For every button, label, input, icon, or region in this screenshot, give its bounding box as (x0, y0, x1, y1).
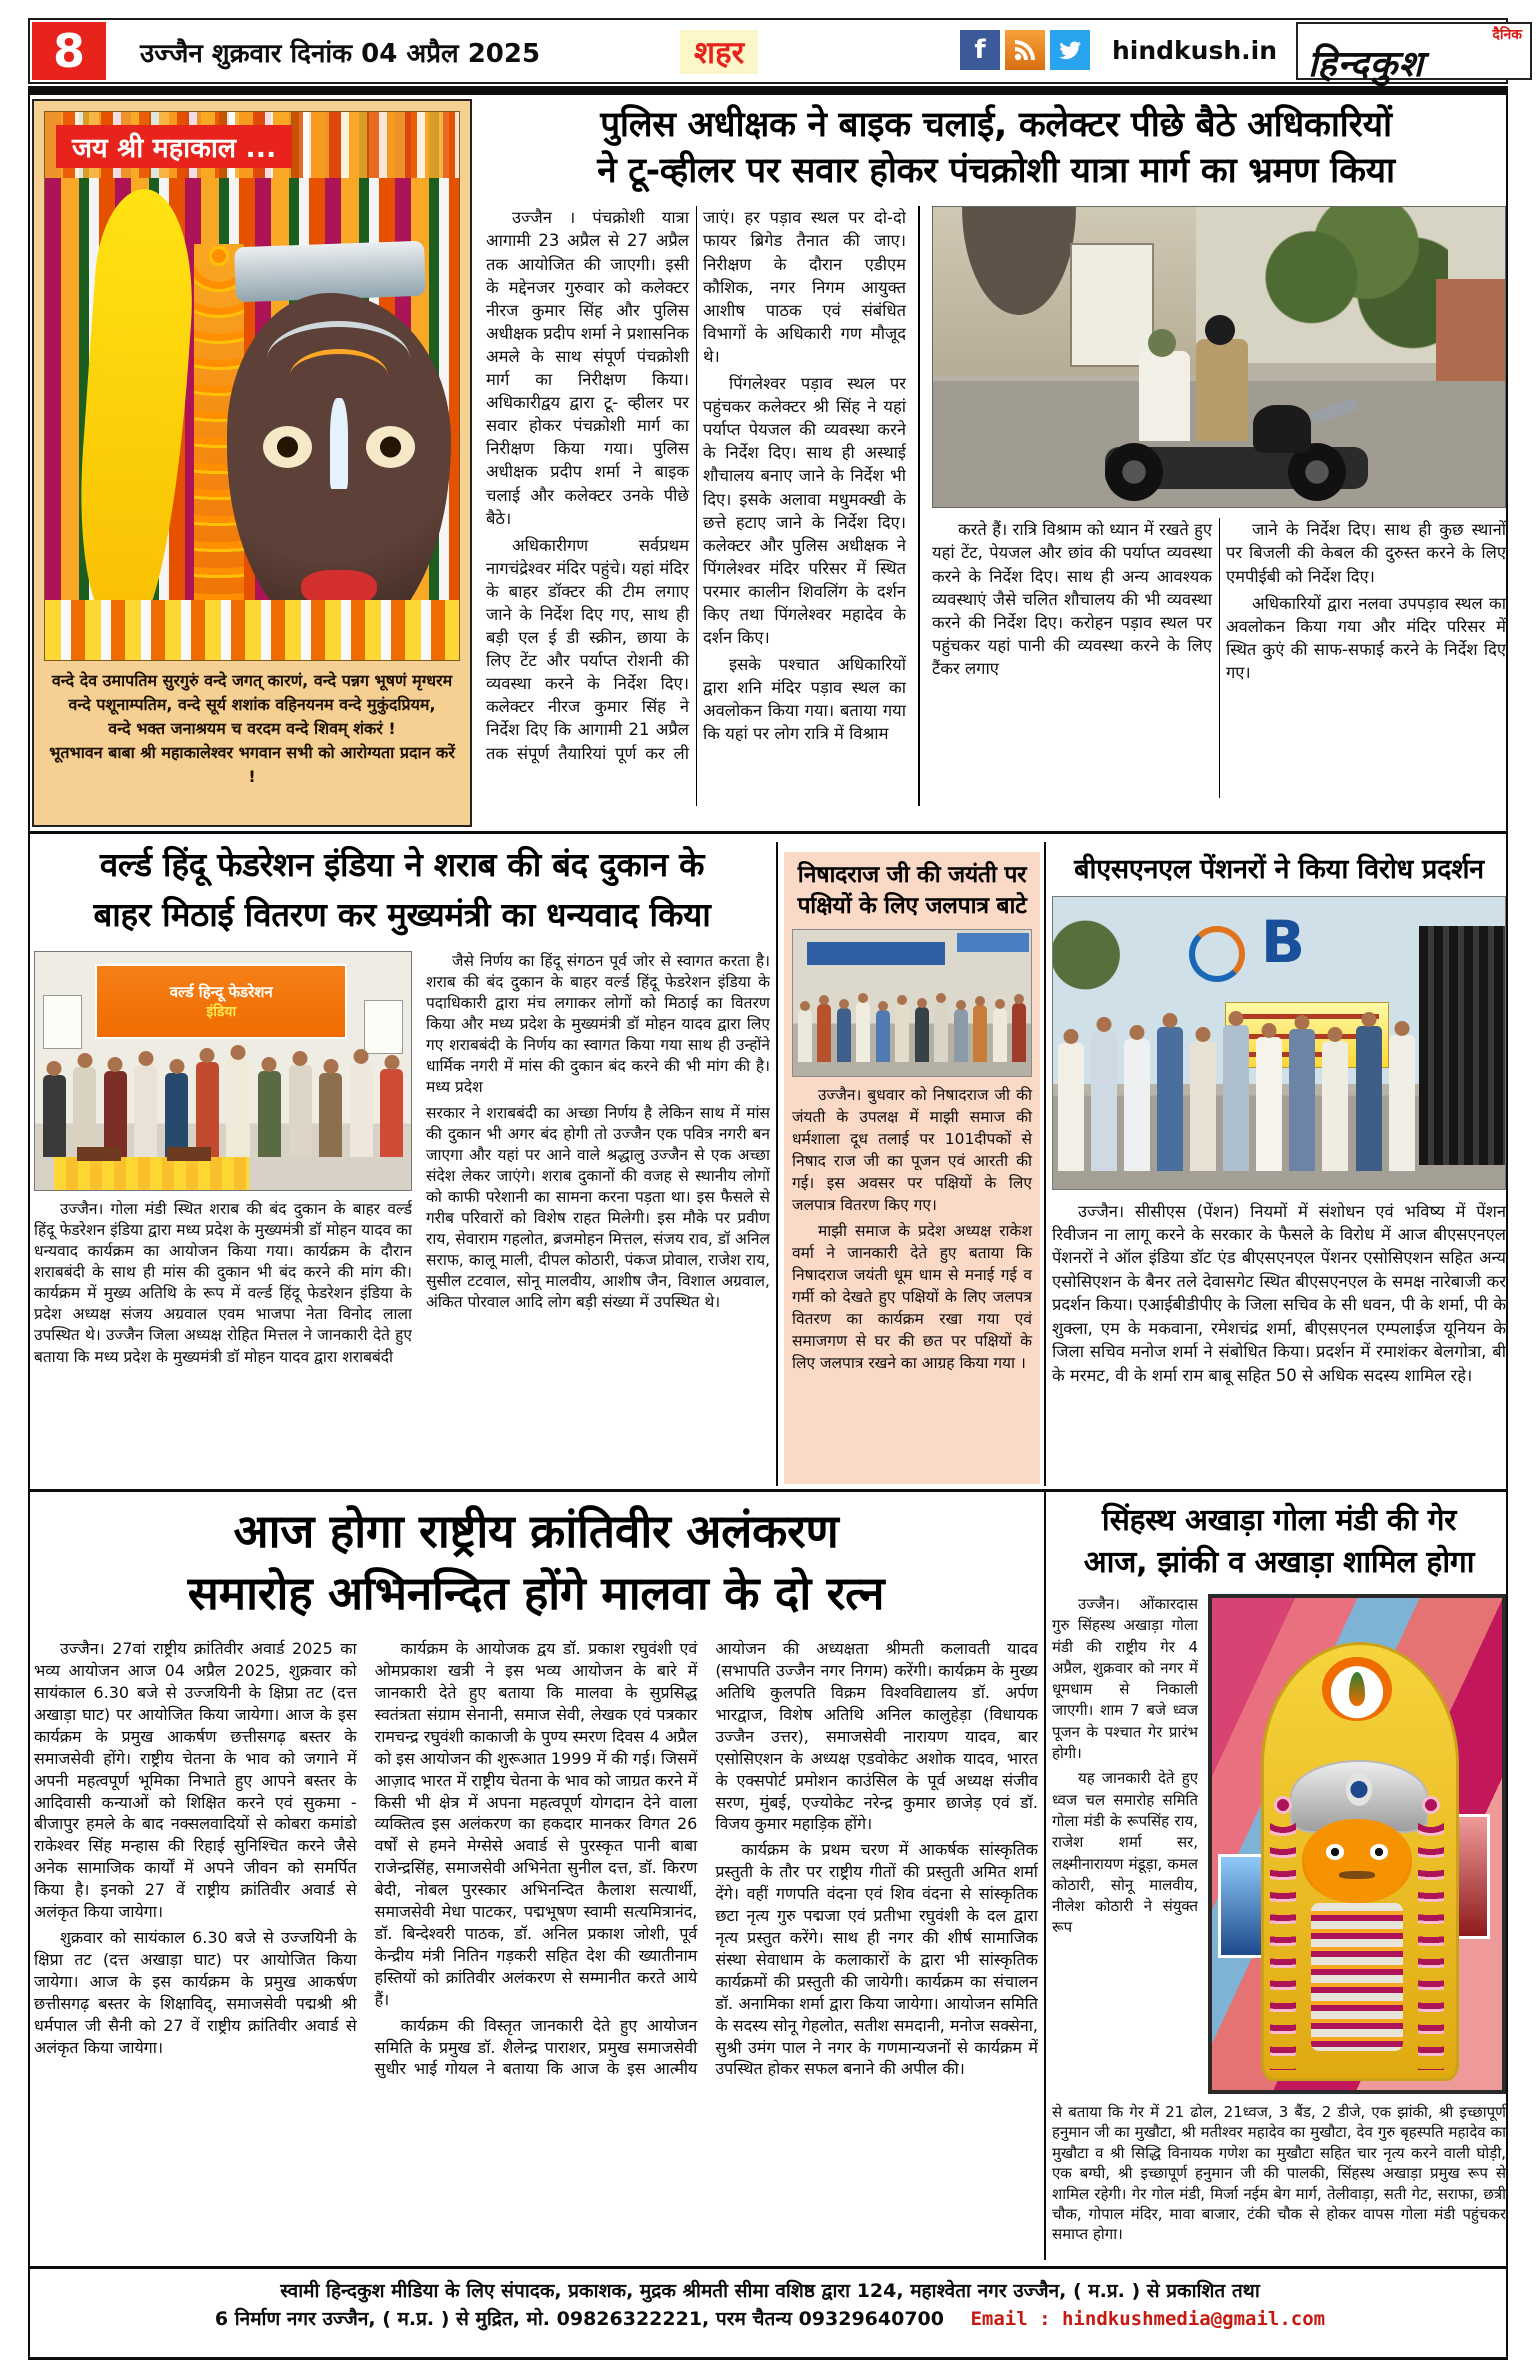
article-headline: समारोह अभिनन्दित होंगे मालवा के दो रत्न (187, 1566, 885, 1621)
article-paragraph: जैसे निर्णय का हिंदू संगठन पूर्व जोर से स्वागत करता है। शराब की बंद दुकान के बाहर वर्ल्ड हिंदू फेडरेशन इंडिया के पदाधिकारी द्वारा मंच लगाकर लोगों को मिठाई का वितरण किया और मध्य प्रदेश के मुख्यमंत्री डॉ मोहन यादव द्वारा लिए गए शराबबंदी के निर्णय का स्वागत किया गया साथ ही उन्होंने धार्मिक नगरी में मांस की दुकान बंद करने की भी मांग की है। मध्य प्रदेश (426, 952, 770, 1097)
nose-tilak (330, 398, 348, 489)
flower-dress (1311, 1903, 1404, 2051)
hanuman-photo (1208, 1594, 1506, 2094)
section-divider (28, 831, 1508, 834)
article-paragraph: इसके पश्चात अधिकारियों द्वारा शनि मंदिर पड़ाव स्थल का अवलोकन किया गया। बताया गया कि यहां पर लोग रात्रि में विश्राम (703, 655, 906, 744)
article-headline: आज होगा राष्ट्रीय क्रांतिवीर अलंकरण (233, 1504, 839, 1558)
masthead-rule (28, 86, 1508, 95)
article-paragraph: उज्जैन। 27वां राष्ट्रीय क्रांतिवीर अवार्ड 2025 का भव्य आयोजन आज 04 अप्रैल 2025, शुक्रवार को सायंकाल 6.30 बजे से उज्जयिनी के क्षिप्रा तट (दत्त अखाड़ा घाट) पर आयोजित किया जायेगा। आज के इस कार्यक्रम के प्रमुख आकर्षण छत्तीसगढ़ बस्तर के समाजसेवी होंगे। राष्ट्रीय चेतना के भाव को जगाने में अपनी महत्वपूर्ण भूमिका निभाते हुए आपने बस्तर के आदिवासी कन्याओं को शिक्षित करने एवं सुकमा - बीजापुर हमले के बाद नक्सलवादियों से कोबरा कमांडो राकेश्वर सिंह मन्हास की रिहाई सुनिश्चित करने जैसे अनेक सामाजिक कार्यों में अपने जीवन को समर्पित किया है। इनको 27 वें राष्ट्रीय क्रांतिवीर अवार्ड से अलंकृत किया जायेगा। (34, 1639, 357, 1922)
bike-rear-wheel (1105, 443, 1163, 501)
rider-pillion (1139, 351, 1190, 441)
mahakal-caption-line: वन्दे देव उमापतिम सुरगुरुं वन्दे जगत् कारणं, वन्दे पन्नग भूषणं मृग्धरम (51, 671, 453, 690)
rss-icon (1005, 30, 1045, 70)
page-number-badge: 8 (32, 22, 106, 80)
blue-banner (957, 933, 1028, 952)
left-eye (1326, 1844, 1344, 1859)
flame-emblem (1322, 1657, 1392, 1721)
footer-publisher-line1: स्वामी हिन्दकुश मीडिया के लिए संपादक, प्रकाशक, मुद्रक श्रीमती सीमा वशिष्ठ द्वारा 124, महाश्वेता नगर उज्जैन, ( म.प्र. ) से प्रकाशित तथा (280, 2280, 1260, 2302)
facebook-icon: f (960, 30, 1000, 70)
article-paragraph: अधिकारियों द्वारा नलवा उपपड़ाव स्थल का अवलोकन किया गया और मंदिर परिसर में स्थित कुएं की साफ-सफाई करने के निर्देश दिए गए। (1226, 593, 1506, 682)
article-paragraph: करते हैं। रात्रि विश्राम को ध्यान में रखते हुए यहां टेंट, पेयजल और छांव की पर्याप्त व्यवस्था करने के निर्देश दिए। साथ ही अन्य आवश्यक व्यवस्थाएं जैसे चलित शौचालय की भी व्यवस्था करने की निर्देश दिए। करोहन पड़ाव स्थल पर पहुंचकर यहां पानी की व्यवस्था करने के लिए टैंकर लगाए (932, 520, 1212, 678)
article-paragraph: माझी समाज के प्रदेश अध्यक्ष राकेश वर्मा ने जानकारी देते हुए बताया कि निषादराज जयंती धूम धाम से मनाई गई व गर्मी को देखते हुए पक्षियों के लिए जलपत्र वितरण का कार्यक्रम रखा गया एवं समाजगण से घर की छत पर पक्षियों के लिए जलपात्र रखने का आग्रह किया गया । (792, 1222, 1032, 1373)
rider-driver (1196, 339, 1247, 441)
frame-right-rule (1506, 95, 1508, 2357)
imprint (34, 2278, 1506, 2333)
fuel-tank (1253, 405, 1310, 453)
right-eye (366, 426, 415, 468)
driver-helmet (1205, 315, 1235, 345)
gate-pillar (1070, 243, 1154, 367)
article-bsnl (1052, 852, 1506, 1486)
masthead-logo (1296, 22, 1532, 85)
article-paragraph: उज्जैन। ओंकारदास गुरु सिंहस्थ अखाड़ा गोला मंडी की राष्ट्रीय गेर 4 अप्रैल, शुक्रवार को नगर में धूमधाम से निकाली जाएगी। शाम 7 बजे ध्वज पूजन के पश्चात गेर प्रारंभ होगी। (1052, 1595, 1198, 1763)
article-paragraph: यह जानकारी देते हुए ध्वज चल समारोह समिति गोला मंडी के रूपसिंह राय, राजेश शर्मा सर, लक्ष्मीनारायण मंडूड़ा, कमल कोठारी, सोनू मालवीय, नीलेश कोठारी ने संयुक्त रूप (1052, 1769, 1198, 1937)
article-paragraph: सरकार ने शराबबंदी का अच्छा निर्णय है लेकिन साथ में मांस की दुकान भी अगर बंद होगी तो उज्जैन एक पवित्र नगरी बन जाएगा और यहां पर आने वाले श्रद्धालु उज्जैन से एक अच्छा संदेश लेकर जाएंगे। शराब दुकानों की वजह से स्थानीय लोगों को काफी परेशानी का सामना करना पड़ता था। इस फैसले से गरीब परिवारों को विशेष राहत मिलेगी। इस मौके पर प्रवीण राय, सेवाराम गहलोत, ब्रजमोहन मित्तल, संजय राव, डॉ अनिल सराफ, कालू माली, दीपल कोठारी, पंकज प्रोवाल, राजेश राय, सुसील टटवाल, सोनू मालवीय, आशीष जैन, विशाल अग्रवाल, अंकित पोरवाल आदि लोग बड़ी संख्या में उपस्थित थे। (426, 1103, 770, 1312)
article-headline: निषादराज जी की जयंती पर (797, 862, 1027, 888)
black-gate (1419, 926, 1505, 1165)
section-divider (28, 1489, 1508, 1492)
logo-title: हिन्दकुश (1308, 44, 1424, 85)
article-paragraph: उज्जैन । पंचक्रोशी यात्रा आगामी 23 अप्रैल से 27 अप्रैल तक आयोजित की जाएगी। इसी के मद्देनजर गुरुवार को कलेक्टर नीरज कुमार सिंह और पुलिस अधीक्षक प्रदीप शर्मा ने प्रशासनिक अमले के साथ संपूर्ण पंचक्रोशी मार्ग का निरीक्षण किया। अधिकारीद्वय द्वारा टू- व्हीलर पर सवार होकर पंचक्रोशी मार्ग का निरीक्षण किया गया। पुलिस अधीक्षक प्रदीप शर्मा ने बाइक चलाई और कलेक्टर उनके पीछे बैठे। (486, 208, 689, 528)
article-headline: ने टू-व्हीलर पर सवार होकर पंचक्रोशी यात्रा मार्ग का भ्रमण किया (597, 151, 1395, 192)
mahakal-caption-line: भूतभावन बाबा श्री महाकालेश्वर भगवान सभी को आरोग्यता प्रदान करें ! (49, 743, 455, 786)
article-headline: आज, झांकी व अखाड़ा शामिल होगा (1083, 1545, 1475, 1580)
article-paragraph: शुक्रवार को सायंकाल 6.30 बजे से उज्जयिनी के क्षिप्रा तट (दत्त अखाड़ा घाट) पर आयोजित किया जायेगा। आज के इस कार्यक्रम के प्रमुख आकर्षण छत्तीसगढ़ बस्तर के शिक्षाविद्, समाजसेवी पद्मश्री श्री धर्मपाल जी सैनी को 27 वें राष्ट्रीय क्रांतिवीर अवार्ड से अलंकृत किया जायेगा। (34, 1927, 357, 2057)
sweet-box (167, 1147, 211, 1161)
mahakal-card (32, 99, 472, 827)
article-kranteeveer (34, 1500, 1038, 2252)
bsnl-logo-swirl (1189, 926, 1245, 982)
article-paragraph: कार्यक्रम की विस्तृत जानकारी देते हुए आयोजन समिति के प्रमुख डॉ. शैलेन्द्र पाराशर, प्रमुख समाजसेवी सुधीर भाई गोयल ने बताया कि आज के इस आत्मीय आयोजन की अध्यक्षता श्रीमती कलावती यादव (सभापति उज्जैन नगर निगम) करेंगी। कार्यक्रम के मुख्य अतिथि कुलपति विक्रम विश्वविद्यालय डॉ. अर्पण भारद्वाज, विशेष अतिथि अनिल कालुहेड़ा (विधायक उज्जैन उत्तर), समाजसेवी नारायण यादव, बार एसोसिएशन के अध्यक्ष एडवोकेट अशोक यादव, भारत के एक्सपोर्ट प्रमोशन काउंसिल के पूर्व अध्यक्ष संजीव सरण, मुंबई, एज्योकेट नरेन्द्र कुमार छाजेड़ एवं डॉ. विजय कुमार महाड़िक होंगे। (374, 1639, 1038, 2079)
placard (43, 995, 83, 1049)
sweet-box (77, 1147, 121, 1161)
footer-email: Email : hindkushmedia@gmail.com (970, 2307, 1326, 2330)
sweet-table (54, 1157, 250, 1190)
bsnl-protest-photo (1052, 896, 1506, 1190)
twitter-icon (1050, 30, 1090, 70)
tilak-arc (290, 349, 388, 403)
jai-mahakal-label: जय श्री महाकाल ... (56, 125, 292, 168)
article-headline: बीएसएनएल पेंशनरों ने किया विरोध प्रदर्शन (1074, 854, 1484, 885)
footer-publisher-line2: 6 निर्माण नगर उज्जैन, ( म.प्र. ) से मुद्रित, मो. 09826322221, परम चैतन्य 09329640700 (214, 2307, 944, 2330)
article-federation (34, 840, 770, 1486)
bike-ride-photo (932, 206, 1506, 508)
banner-text: वर्ल्ड हिन्दू फेडरेशन (169, 983, 273, 1002)
mahakal-photo (44, 111, 460, 661)
masthead-section: शहर (680, 30, 758, 74)
article-headline: सिंहस्थ अखाड़ा गोला मंडी की गेर (1101, 1503, 1457, 1538)
hanuman-face (1302, 1819, 1412, 1903)
article-panchkroshi (486, 102, 1506, 828)
tree (1053, 897, 1134, 1014)
article-headline: पुलिस अधीक्षक ने बाइक चलाई, कलेक्टर पीछे बैठे अधिकारियों (600, 105, 1392, 145)
right-eye (1370, 1844, 1388, 1859)
trees (1253, 207, 1447, 363)
federation-banner (95, 964, 347, 1039)
article-paragraph: अधिकारीगण सर्वप्रथम नागचंद्रेश्वर मंदिर पहुंचे। यहां मंदिर के बाहर डॉक्टर की टीम लगाए जाने के निर्देश दिए गए, साथ ही बड़ी एल ई डी स्क्रीन, छाया के लिए टेंट और पर्याप्त रोशनी की व्यवस्था करने के निर्देश दिए। कलेक्टर नीरज कुमार सिंह ने निर्देश दिए कि आगामी 21 अप्रैल तक संपूर्ण तैयारियां पूर्ण कर ली जाएं। हर पड़ाव स्थल पर दो-दो फायर ब्रिगेड तैनात की जाए। निरीक्षण के दौरान एडीएम कौशिक, नगर निगम आयुक्त आशीष पाठक एवं संबंधित विभागों के अधिकारी गण मौजूद थे। (486, 208, 906, 763)
mustache (1339, 1871, 1374, 1879)
masthead (28, 18, 1522, 85)
article-paragraph: कार्यक्रम के आयोजक द्वय डॉ. प्रकाश रघुवंशी एवं ओमप्रकाश खत्री ने इस भव्य आयोजन के बारे में जानकारी देते हुए बताया कि मालवा के सुप्रसिद्ध स्वतंत्रता संग्राम सेनानी, समाज सेवी, लेखक एवं पत्रकार रामचन्द्र रघुवंशी काकाजी के पुण्य स्मरण दिवस 4 अप्रैल को इस आयोजन की शुरूआत 1999 में की गई। जिसमें आज़ाद भारत में राष्ट्रीय चेतना के भाव को जाग्रत करने में किसी भी क्षेत्र में अपना महत्वपूर्ण योगदान देने वाला व्यक्तित्व इस अलंकरण का हकदार मानकर विगत 26 वर्षों से हमने मेग्सेसे अवार्ड से पुरस्कृत पानी बाबा राजेन्द्रसिंह, समाजसेवी अभिनेता सुनील दत्त, डॉ. किरण बेदी, नोबल पुरस्कार अभिनन्दित कैलाश सत्यार्थी, समाजसेवी मेधा पाटकर, पद्मभूषण स्वामी सत्यमित्रानंद, डॉ. बिन्देश्वरी पाठक, डॉ. अनिल प्रकाश जोशी, पूर्व केन्द्रीय मंत्री नितिन गड़करी सहित देश की ख्यातीनाम हस्तियों को क्रांतिवीर अलंकरण से सम्मानीत करते आये हैं। (374, 1639, 698, 2009)
article-headline: वर्ल्ड हिंदू फेडरेशन इंडिया ने शराब की बंद दुकान के (99, 845, 705, 884)
pillion-helmet (1148, 329, 1176, 357)
masthead-dateline: उज्जैन शुक्रवार दिनांक 04 अप्रैल 2025 (140, 39, 541, 69)
article-paragraph: जाने के निर्देश दिए। साथ ही कुछ स्थानों पर बिजली की केबल की दुरुस्त करने के लिए एमपीईबी को निर्देश दिए। (1226, 520, 1506, 586)
frame-bottom-rule (28, 2357, 1508, 2360)
article-headline: पक्षियों के लिए जलपात्र बाटे (797, 893, 1027, 920)
nishadraj-photo (792, 929, 1032, 1077)
article-paragraph: पिंगलेश्वर पड़ाव स्थल पर पहुंचकर कलेक्टर श्री सिंह ने यहां पर्याप्त पेयजल की व्यवस्था करने के निर्देश दिए। साथ ही अस्थाई शौचालय बनाए जाने के निर्देश भी दिए। इसके अलावा मधुमक्खी के छत्ते हटाए जाने के निर्देश दिए। कलेक्टर और पुलिस अधीक्षक ने पिंगलेश्वर मंदिर परिसर में स्थित परमार कालीन शिवलिंग के दर्शन किए तथा पिंगलेश्वर महादेव के दर्शन किए। (703, 374, 906, 648)
logo-daily-label: दैनिक (1492, 27, 1522, 43)
federation-photo (34, 951, 412, 1191)
mahakal-caption-line: वन्दे पशूनाम्पतिम, वन्दे सूर्य शशांक वहिनयनम वन्दे मुकुंदप्रियम, (68, 695, 436, 714)
masthead-social-icons (960, 30, 1090, 70)
bsnl-wall-letter: B (1260, 908, 1306, 977)
crown-jewel (1346, 1773, 1373, 1806)
flame (1349, 1672, 1366, 1705)
crowd-row (1058, 1002, 1415, 1171)
masthead-site: hindkush.in (1112, 36, 1278, 65)
article-headline: बाहर मिठाई वितरण कर मुख्यमंत्री का धन्यवाद किया (93, 894, 711, 934)
garland-bottom-band (45, 600, 459, 660)
footer-rule (28, 2266, 1508, 2269)
column-divider (776, 842, 778, 1486)
article-paragraph: उज्जैन। गोला मंडी स्थित शराब की बंद दुकान के बाहर वर्ल्ड हिंदू फेडरेशन इंडिया द्वारा मध्य प्रदेश के मुख्यमंत्री डॉ मोहन यादव का धन्यवाद कार्यक्रम का आयोजन किया गया। कार्यक्रम के दौरान शराबबंदी के साथ ही मांस की दुकान भी बंद करने की मांग की। कार्यक्रम में मुख्य अतिथि के रूप में वर्ल्ड हिंदू फेडरेशन इंडिया के प्रदेश अध्यक्ष संजय अग्रवाल एवम भाजपा नेता विनोद लाला उपस्थित थे। उज्जैन जिला अध्यक्ष रोहित मित्तल ने जानकारी देते हुए बताया कि मध्य प्रदेश के मुख्यमंत्री डॉ मोहन यादव द्वारा शराबबंदी (34, 1200, 412, 1366)
article-paragraph: उज्जैन। सीसीएस (पेंशन) नियमों में संशोधन एवं भविष्य में पेंशन रिवीजन ना लागू करने के सरकार के फैसले के विरोध में आज बीएसएनएल पेंशनरों ने ऑल इंडिया डॉट एंड बीएसएनएल पेंशनर एसोसिएशन सहित अन्य एसोसिएशन के बैनर तले देवासगेट स्थित बीएसएनएल के समक्ष नारेबाजी कर प्रदर्शन किया। एआईबीडीपीए के जिला सचिव के सी धवन, पी के शर्मा, पी के शुक्ला, एम के मकवाना, रमेशचंद्र शर्मा, बीएसएनल एम्पलाईज यूनियन के जिला सचिव मनोज शर्मा ने संबोधित किया। प्रदर्शन में रमाशंकर बेलगोत्रा, बी के मरमट, वी के शर्मा राम बाबू सहित 50 से अधिक सदस्य शामिल रहे। (1052, 1201, 1506, 1385)
article-nishadraj (784, 852, 1040, 1484)
left-eye (263, 426, 312, 468)
crowd-row (798, 994, 1027, 1061)
banner-text: इंडिया (206, 1004, 237, 1021)
article-akhada (1052, 1500, 1506, 2260)
column-divider (1044, 842, 1046, 1486)
garland-left (1270, 1795, 1296, 2071)
article-paragraph: से बताया कि गेर में 21 ढोल, 21ध्वज, 3 बैंड, 2 डीजे, एक झांकी, श्री इच्छापूर्ण हनुमान जी का मुखौटा, श्री मतीश्वर महादेव का मुखौटा, देव गुरु बृहस्पति महादेव का मुखौटा व श्री सिद्धि विनायक गणेश का मुखौटा सहित चार नृत्य करने वाली घोड़ी, एक बग्घी, श्री इच्छापूर्ण हनुमान जी की पालकी, सिंहस्थ अखाड़ा प्रमुख रूप से शामिल रहेगी। गेर गोल मंडी, मिर्जा नईम बेग मार्ग, तेलीवाड़ा, सती गेट, सराफा, छत्री चौक, गोपाल मंदिर, मावा बाजार, टंकी चौक से होकर वापस गोला मंडी पहुंचकर समाप्त होगा। (1052, 2103, 1506, 2244)
blue-banner (807, 942, 945, 965)
article-paragraph: उज्जैन। बुधवार को निषादराज जी की जंयती के उपलक्ष में माझी समाज की धर्मशाला दूध तलाई पर 101दीपकों से निषाद राज जी का पूजन एवं आरती की गई। इस अवसर पर पक्षियों के लिए जलपात्र वितरण किए गए। (792, 1086, 1032, 1215)
frame-left-rule (28, 95, 30, 2357)
column-divider (1044, 1492, 1046, 2260)
garland-right (1418, 1795, 1444, 2071)
compound-wall (1436, 279, 1505, 381)
article-paragraph: कार्यक्रम के प्रथम चरण में आकर्षक सांस्कृतिक प्रस्तुती के तौर पर राष्ट्रीय गीतों की प्रस्तुती अमित शर्मा देंगे। वहीं गणपति वंदना एवं शिव वंदना से सांस्कृतिक छटा नृत्य गुरु पद्मजा एवं प्रतीभा रघुवंशी के दल द्वारा नृत्य प्रस्तुत करेंगे। साथ ही नगर की शीर्ष सामाजिक संस्था सेवाधाम के कलाकारों के द्वारा भी सांस्कृतिक कार्यक्रमों की प्रस्तुती की जायेगी। कार्यक्रम का संचालन डॉ. अनामिका शर्मा द्वारा किया जायेगा। आयोजन समिति के सदस्य सोनू गेहलोत, सतीश समदानी, मनोज सक्सेना, सुश्री उमंग पाल ने नगर के गणमान्यजनों से कार्यक्रम में उपस्थित होकर सफल बनाने की अपील की। (715, 1840, 1038, 2079)
crowd-row (43, 1052, 404, 1157)
mahakal-caption-line: वन्दे भक्त जनाश्रयम च वरदम वन्दे शिवम् शंकरं ! (108, 719, 396, 738)
placard (364, 1000, 404, 1054)
